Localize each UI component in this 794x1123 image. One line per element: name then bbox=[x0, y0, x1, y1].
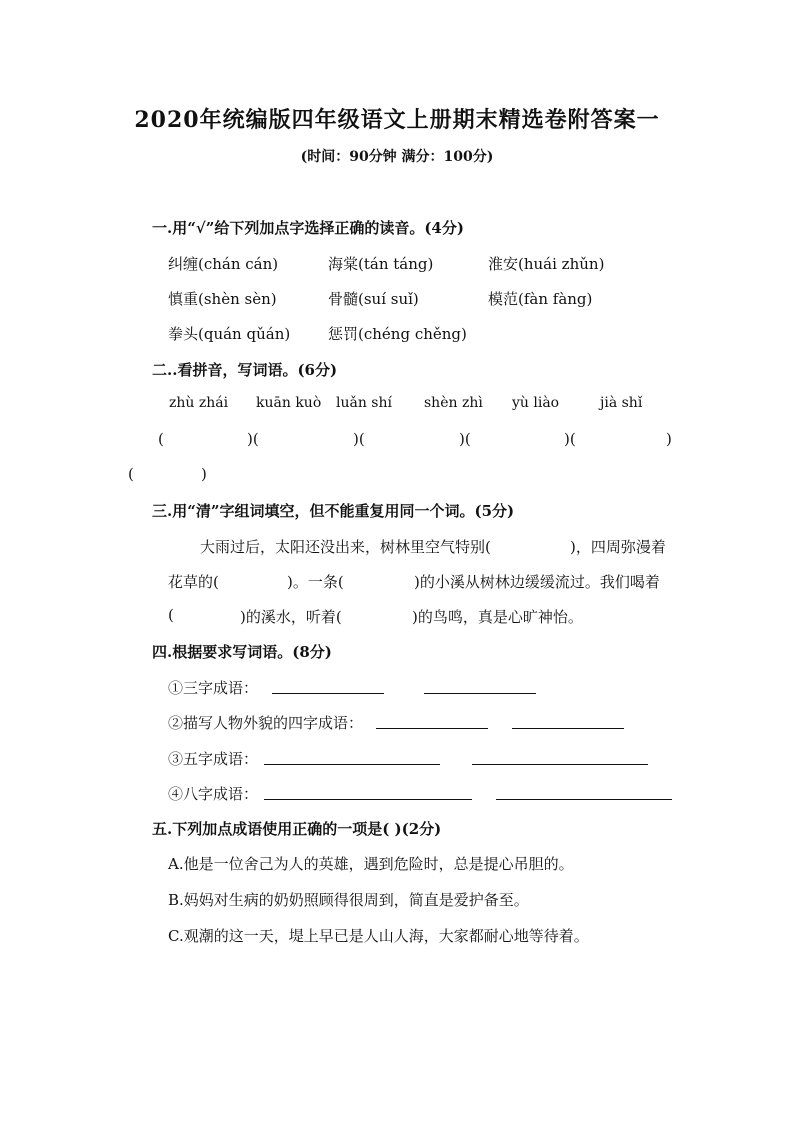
s1-item: 模范(fàn fàng) bbox=[488, 290, 593, 308]
answer-bracket: ) bbox=[666, 430, 672, 448]
section-2-heading: 二..看拼音，写词语。(6分) bbox=[152, 361, 338, 379]
s3-text: ( bbox=[168, 606, 174, 624]
answer-bracket: ( bbox=[158, 430, 164, 448]
s1-item: 拳头(quán qǔán) bbox=[168, 325, 291, 343]
section-3-heading: 三.用“清”字组词填空，但不能重复用同一个词。(5分) bbox=[152, 502, 515, 520]
pinyin-word: shèn zhì bbox=[424, 395, 483, 411]
s4-item: ②描写人物外貌的四字成语： bbox=[168, 714, 364, 732]
pinyin-word: luǎn shí bbox=[336, 395, 392, 411]
s3-text: )，四周弥漫着 bbox=[570, 538, 666, 556]
answer-bracket: ) bbox=[201, 465, 207, 483]
answer-line[interactable] bbox=[264, 748, 440, 765]
section-4-heading: 四.根据要求写词语。(8分) bbox=[152, 643, 332, 661]
section-1-heading: 一.用“√”给下列加点字选择正确的读音。(4分) bbox=[152, 219, 464, 237]
s1-item: 纠缠(chán cán) bbox=[168, 255, 279, 273]
s1-item: 骨髓(suí suǐ) bbox=[328, 290, 419, 308]
answer-line[interactable] bbox=[512, 712, 624, 729]
option-b: B.妈妈对生病的奶奶照顾得很周到，简直是爱护备至。 bbox=[168, 891, 529, 909]
answer-bracket: )( bbox=[459, 430, 471, 448]
s3-text: )。一条( bbox=[287, 573, 344, 591]
pinyin-word: kuān kuò bbox=[256, 395, 322, 411]
section-5-heading: 五.下列加点成语使用正确的一项是( )(2分) bbox=[152, 820, 442, 838]
s4-item: ③五字成语： bbox=[168, 750, 259, 768]
answer-line[interactable] bbox=[264, 783, 472, 800]
answer-line[interactable] bbox=[472, 748, 648, 765]
s1-item: 淮安(huái zhǔn) bbox=[488, 255, 605, 273]
s1-item: 海棠(tán táng) bbox=[328, 255, 434, 273]
s3-text: 花草的( bbox=[168, 573, 219, 591]
s3-text: )的溪水，听着( bbox=[240, 608, 342, 626]
s3-text: )的小溪从树林边缓缓流过。我们喝着 bbox=[414, 573, 660, 591]
pinyin-word: zhù zhái bbox=[169, 395, 229, 411]
s1-item: 惩罚(chéng chěng) bbox=[328, 325, 467, 343]
page-title: 2020年统编版四年级语文上册期末精选卷附答案一 bbox=[134, 107, 660, 133]
pinyin-word: yù liào bbox=[512, 395, 560, 411]
s3-text: 大雨过后，太阳还没出来，树林里空气特别( bbox=[200, 538, 491, 556]
answer-bracket: )( bbox=[247, 430, 259, 448]
answer-bracket: ( bbox=[128, 465, 134, 483]
answer-line[interactable] bbox=[272, 677, 384, 694]
answer-bracket: )( bbox=[564, 430, 576, 448]
answer-line[interactable] bbox=[376, 712, 488, 729]
answer-line[interactable] bbox=[424, 677, 536, 694]
answer-bracket: )( bbox=[353, 430, 365, 448]
s3-text: )的鸟鸣，真是心旷神怡。 bbox=[412, 608, 583, 626]
s1-item: 慎重(shèn sèn) bbox=[168, 290, 277, 308]
page-subtitle: (时间：90分钟 满分：100分) bbox=[300, 149, 494, 165]
s4-item: ①三字成语： bbox=[168, 679, 259, 697]
answer-line[interactable] bbox=[496, 783, 672, 800]
s4-item: ④八字成语： bbox=[168, 785, 259, 803]
option-a: A.他是一位舍己为人的英雄，遇到危险时，总是提心吊胆的。 bbox=[168, 855, 574, 873]
pinyin-word: jià shǐ bbox=[600, 395, 643, 411]
option-c: C.观潮的这一天，堤上早已是人山人海，大家都耐心地等待着。 bbox=[168, 927, 589, 945]
